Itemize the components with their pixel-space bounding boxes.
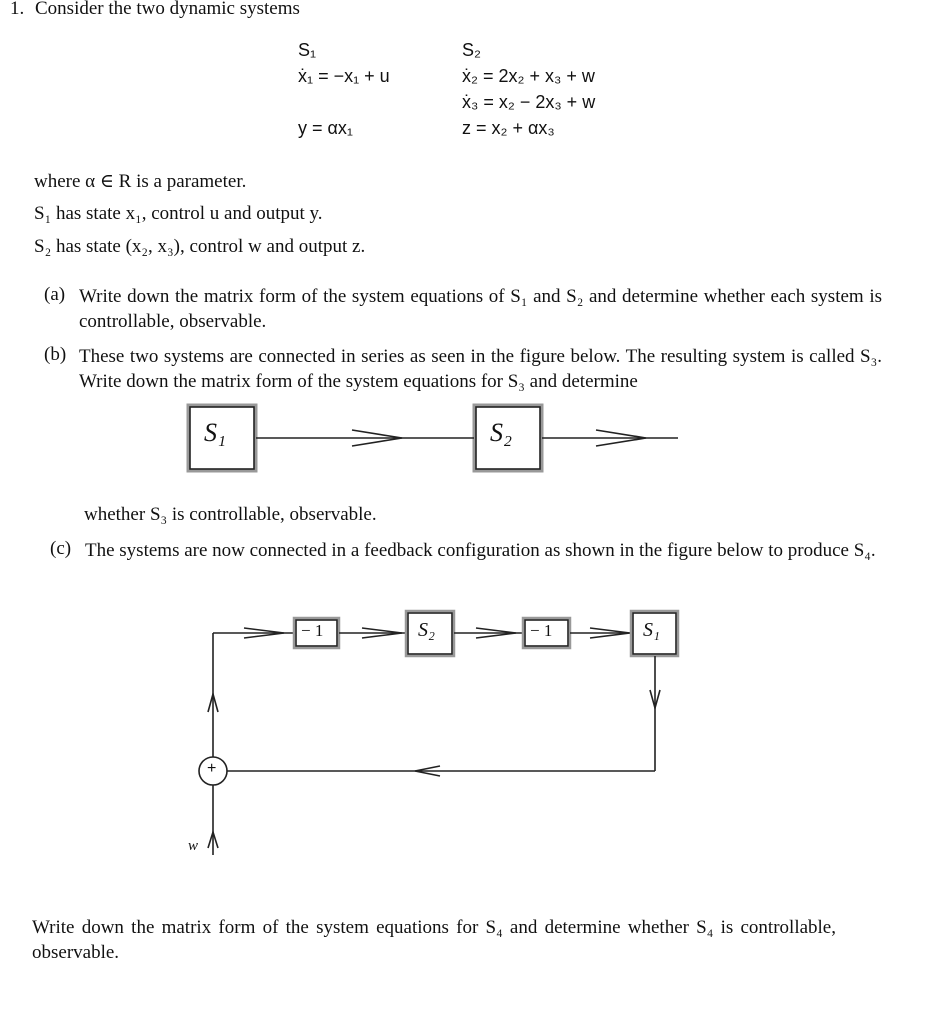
s1-name: S₁ (298, 40, 317, 60)
s1-description: S₁ has state x₁, control u and output y. (34, 203, 323, 224)
s2-output-equation: z = x₂ + αx₃ (462, 118, 555, 138)
part-c-label: (c) (50, 538, 72, 559)
s2-state-equation-1: ẋ₂ = 2x₂ + x₃ + w (462, 66, 595, 86)
feedback-figure (199, 611, 678, 855)
s1-state-equation: ẋ₁ = −x₁ + u (298, 66, 390, 86)
fb-s2-label: S₂ (418, 619, 435, 641)
fb-sum-sign: + (207, 760, 217, 777)
fb-input-label: w (188, 838, 199, 854)
s2-name: S₂ (462, 40, 481, 60)
series-box-s1-label: S₁ (204, 418, 227, 447)
problem-number: 1. (10, 0, 25, 19)
fb-s1-label: S₁ (643, 619, 660, 641)
part-b-continuation: whether S₃ is controllable, observable. (84, 504, 377, 525)
part-c-text: The systems are now connected in a feedback configuration as shown in the figure below to produce S₄. (85, 540, 876, 561)
part-b-text: These two systems are connected in series as seen in the figure below. The resulting system is called S₃. Write down the matrix form of the system equations for S₃ and determine (79, 346, 882, 392)
part-a-label: (a) (44, 284, 66, 305)
series-box-s2-label: S₂ (490, 418, 513, 447)
s2-state-equation-2: ẋ₃ = x₂ − 2x₃ + w (462, 92, 596, 112)
s2-description: S₂ has state (x₂, x₃), control w and output z. (34, 236, 366, 257)
fb-gain2-label: − 1 (530, 621, 553, 640)
s1-output-equation: y = αx₁ (298, 118, 353, 138)
fb-gain1-label: − 1 (301, 621, 324, 640)
part-a-text: Write down the matrix form of the system equations of S₁ and S₂ and determine whether each system is controllable, observable. (79, 286, 882, 332)
closing-question: Write down the matrix form of the system equations for S₄ and determine whether S₄ is controllable, observable. (32, 917, 836, 963)
part-b-label: (b) (44, 344, 67, 365)
problem-title: Consider the two dynamic systems (35, 0, 300, 19)
parameter-description: where α ∈ R is a parameter. (34, 171, 247, 192)
